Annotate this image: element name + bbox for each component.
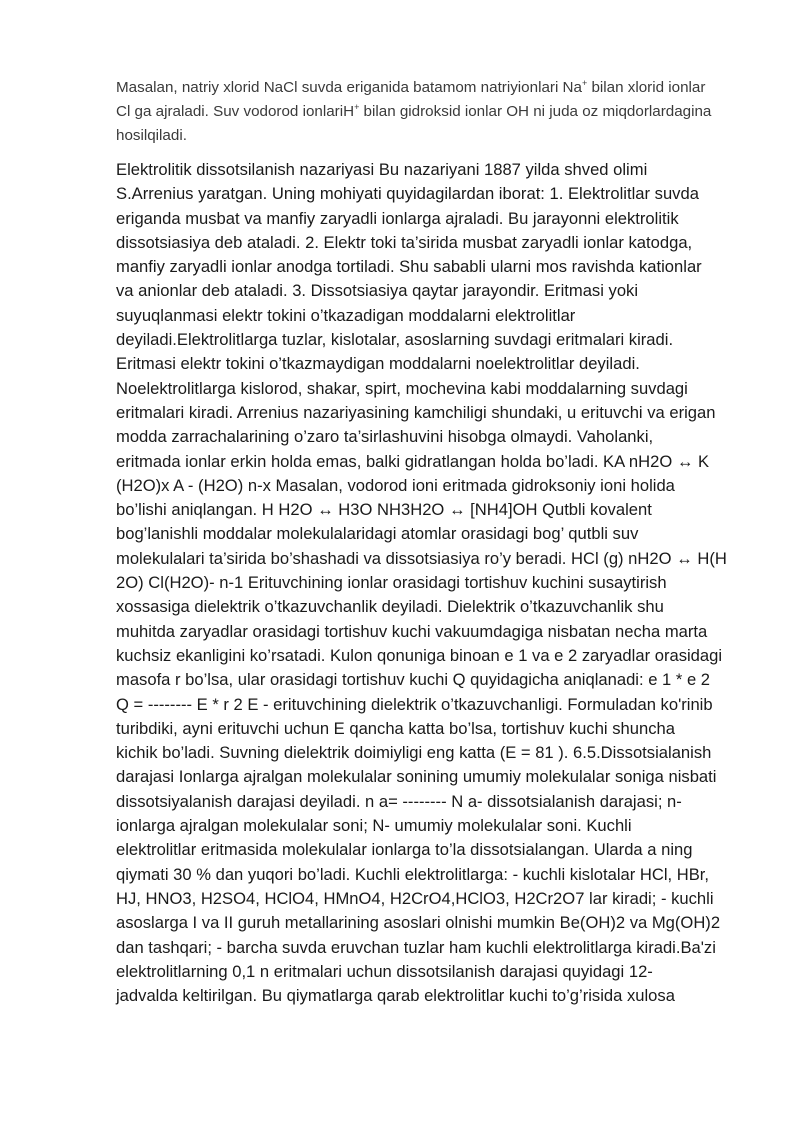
intro-line (116, 76, 776, 100)
body-line: jadvalda keltirilgan. Bu qiymatlarga qarab elektrolitlar kuchi to’g’risida xulosa (116, 986, 675, 1006)
body-line: eriganda musbat va manfiy zaryadli ionlarga ajraladi. Bu jarayonni elektrolitik (116, 208, 679, 228)
superscript-plus: + (354, 102, 360, 112)
body-line: molekulalari ta’sirida bo’shashadi va dissotsiasiya ro’y beradi. HCl (g) nH2O ↔ H(H (116, 548, 727, 568)
intro-text: Masalan, natriy xlorid NaCl suvda eriganida batamom natriyionlari Na (116, 79, 582, 96)
body-line: bog’lanishli moddalar molekulalaridagi atomlar orasidagi bog’ qutbli suv (116, 524, 639, 544)
intro-text: bilan xlorid ionlar (587, 79, 706, 96)
body-line: masofa r bo’lsa, ular orasidagi tortishuv kuchi Q quyidagicha aniqlanadi: e 1 * e 2 (116, 670, 711, 690)
body-line: eritmalari kiradi. Arrenius nazariyasining kamchiligi shundaki, u erituvchi va erigan (116, 402, 716, 422)
body-line: Q = -------- E * r 2 E - erituvchining dielektrik o’tkazuvchanligi. Formuladan ko'rinib (116, 694, 713, 714)
body-line: suyuqlanmasi elektr tokini o’tkazadigan moddalarni elektrolitlar (116, 305, 576, 325)
body-line: dissotsiasiya deb ataladi. 2. Elektr toki ta’sirida musbat zaryadli ionlar katodga, (116, 232, 693, 252)
body-line: kichik bo’ladi. Suvning dielektrik doimiyligi eng katta (E = 81 ). 6.5.Dissotsialanish (116, 743, 712, 763)
body-line: ionlarga ajralgan molekulalar soni; N- umumiy molekulalar soni. Kuchli (116, 816, 632, 836)
body-line: eritmada ionlar erkin holda emas, balki gidratlangan holda bo’ladi. KA nH2O ↔ K (116, 451, 710, 471)
body-line: dissotsiyalanish darajasi deyiladi. n a= -------- N a- dissotsialanish darajasi; n- (116, 791, 682, 811)
body-line: Elektrolitik dissotsilanish nazariyasi Bu nazariyani 1887 yilda shved olimi (116, 160, 648, 179)
body-line: S.Arrenius yaratgan. Uning mohiyati quyidagilardan iborat: 1. Elektrolitlar suvda (116, 184, 699, 204)
intro-line (116, 100, 776, 124)
body-line: 2O) Cl(H2O)- n-1 Erituvchining ionlar orasidagi tortishuv kuchini susaytirish (116, 573, 667, 593)
body-line: va anionlar deb ataladi. 3. Dissotsiasiya qaytar jarayondir. Eritmasi yoki (116, 281, 639, 301)
body-line: qiymati 30 % dan yuqori bo’ladi. Kuchli elektrolitlarga: - kuchli kislotalar HCl, HBr, (116, 864, 710, 884)
body-line: darajasi Ionlarga ajralgan molekulalar sonining umumiy molekulalar soniga nisbati (116, 767, 717, 787)
body-line: elektrolitlarning 0,1 n eritmalari uchun dissotsilanish darajasi quyidagi 12- (116, 961, 653, 981)
body-line: manfiy zaryadli ionlar anodga tortiladi. Shu sababli ularni mos ravishda kationlar (116, 257, 702, 277)
body-line: bo’lishi aniqlangan. H H2O ↔ H3O NH3H2O ↔ [NH4]OH Qutbli kovalent (116, 500, 652, 520)
body-line: dan tashqari; - barcha suvda eruvchan tuzlar ham kuchli elektrolitlarga kiradi.Ba'zi (116, 937, 716, 957)
superscript-plus: + (581, 78, 588, 88)
intro-paragraph (116, 76, 776, 148)
body-line: Noelektrolitlarga kislorod, shakar, spirt, mochevina kabi moddalarning suvdagi (116, 378, 688, 398)
body-line: deyiladi.Elektrolitlarga tuzlar, kislotalar, asoslarning suvdagi eritmalari kiradi. (116, 330, 674, 350)
body-line: kuchsiz ekanligini ko’rsatadi. Kulon qonuniga binoan e 1 va e 2 zaryadlar orasidagi (116, 645, 723, 665)
body-line: elektrolitlar eritmasida molekulalar ionlarga to’la dissotsialangan. Ularda a ning (116, 840, 693, 860)
intro-text: Cl ga ajraladi. Suv vodorod ionlariH (116, 103, 355, 120)
body-line: modda zarrachalarining o’zaro ta’sirlashuvini hisobga olmaydi. Vaholanki, (116, 427, 654, 447)
body-line: xossasiga dielektrik o’tkazuvchanlik deyiladi. Dielektrik o’tkazuvchanlik shu (116, 597, 664, 617)
body-line: turibdiki, ayni erituvchi uchun E qancha katta bo’lsa, tortishuv kuchi shuncha (116, 718, 675, 738)
intro-text: bilan gidroksid ionlar OH ni juda oz miqdorlardagina (359, 103, 712, 120)
body-line: muhitda zaryadlar orasidagi tortishuv kuchi vakuumdagiga nisbatan necha marta (116, 621, 708, 641)
main-paragraph (116, 158, 776, 1008)
intro-line: hosilqiladi. (116, 127, 187, 144)
body-line: HJ, HNO3, H2SO4, HClO4, HMnO4, H2CrO4,HClO3, H2Cr2O7 lar kiradi; - kuchli (116, 888, 714, 908)
body-line: Eritmasi elektr tokini o’tkazmaydigan moddalarni noelektrolitlar deyiladi. (116, 354, 640, 374)
body-line: asoslarga I va II guruh metallarining asoslari olnishi mumkin Be(OH)2 va Mg(OH)2 (116, 913, 721, 933)
body-line: (H2O)x A - (H2O) n-x Masalan, vodorod ioni eritmada gidroksoniy ioni holida (116, 475, 675, 495)
